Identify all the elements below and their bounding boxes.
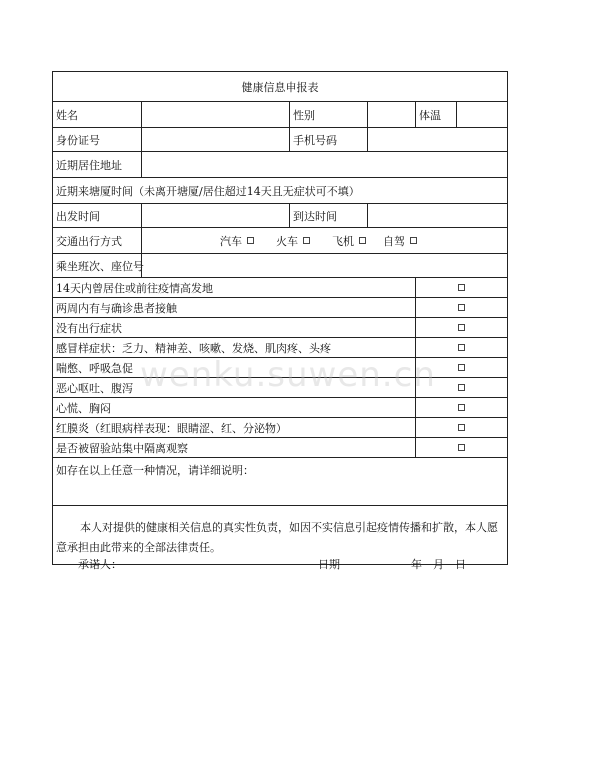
depart-time-label: 出发时间 bbox=[56, 209, 100, 223]
checklist-label: 两周内有与确诊患者接触 bbox=[56, 301, 177, 315]
transport-option-label: 火车 bbox=[276, 234, 298, 248]
arrival-header-label: 近期来塘厦时间（未离开塘厦/居住超过14天且无症状可不填） bbox=[56, 184, 360, 198]
transport-option-label: 汽车 bbox=[220, 234, 242, 248]
checkbox-icon[interactable] bbox=[458, 344, 465, 351]
checklist-row bbox=[53, 418, 507, 438]
date-label: 日期 bbox=[318, 558, 340, 571]
checklist-checkbox[interactable] bbox=[415, 338, 507, 357]
checklist-row bbox=[53, 358, 507, 378]
checkbox-icon[interactable] bbox=[410, 237, 417, 244]
checklist-row bbox=[53, 338, 507, 358]
checkbox-icon[interactable] bbox=[458, 384, 465, 391]
checklist-label: 红膜炎（红眼病样表现：眼睛涩、红、分泌物） bbox=[56, 421, 287, 435]
checklist-checkbox[interactable] bbox=[415, 398, 507, 417]
checkbox-icon[interactable] bbox=[458, 284, 465, 291]
checkbox-icon[interactable] bbox=[247, 237, 254, 244]
train-seat-input[interactable] bbox=[141, 254, 507, 277]
checkbox-icon[interactable] bbox=[458, 324, 465, 331]
row-transport bbox=[53, 228, 507, 254]
transport-option-train[interactable] bbox=[276, 228, 310, 253]
checkbox-icon[interactable] bbox=[458, 404, 465, 411]
form-title-row bbox=[53, 72, 507, 102]
checklist-label: 心慌、胸闷 bbox=[56, 401, 111, 415]
declaration-text: 本人对提供的健康相关信息的真实性负责，如因不实信息引起疫情传播和扩散，本人愿意承担由此带来的全部法律责任。 bbox=[56, 521, 498, 554]
checklist-row bbox=[53, 378, 507, 398]
health-declaration-form bbox=[52, 71, 508, 565]
checklist-label: 恶心呕吐、腹泻 bbox=[56, 381, 133, 395]
checkbox-icon[interactable] bbox=[458, 424, 465, 431]
checklist-checkbox[interactable] bbox=[415, 438, 507, 457]
checkbox-icon[interactable] bbox=[303, 237, 310, 244]
checkbox-icon[interactable] bbox=[359, 237, 366, 244]
checklist-checkbox[interactable] bbox=[415, 358, 507, 377]
address-label: 近期居住地址 bbox=[56, 158, 122, 172]
watermark: wenku.suwen.cn bbox=[140, 355, 436, 395]
checklist-row bbox=[53, 278, 507, 298]
date-ymd: 年 月 日 bbox=[411, 558, 466, 571]
checkbox-icon[interactable] bbox=[458, 364, 465, 371]
depart-time-input[interactable] bbox=[141, 204, 289, 227]
row-id bbox=[53, 128, 507, 152]
transport-option-plane[interactable] bbox=[332, 228, 366, 253]
checklist-checkbox[interactable] bbox=[415, 278, 507, 297]
row-address bbox=[53, 152, 507, 178]
row-train-seat bbox=[53, 254, 507, 278]
arrive-time-label: 到达时间 bbox=[289, 204, 367, 227]
transport-label: 交通出行方式 bbox=[56, 234, 122, 248]
transport-option-car[interactable] bbox=[220, 228, 254, 253]
transport-option-self-drive[interactable] bbox=[383, 228, 417, 253]
checklist-row bbox=[53, 438, 507, 458]
row-explanation[interactable] bbox=[53, 458, 507, 506]
transport-option-label: 飞机 bbox=[332, 234, 354, 248]
id-label: 身份证号 bbox=[56, 133, 100, 147]
checklist-label: 喘憋、呼吸急促 bbox=[56, 361, 133, 375]
checkbox-icon[interactable] bbox=[458, 444, 465, 451]
checkbox-icon[interactable] bbox=[458, 304, 465, 311]
checklist-label: 14天内曾居住或前往疫情高发地 bbox=[56, 281, 213, 295]
checklist-row bbox=[53, 318, 507, 338]
checklist-row bbox=[53, 298, 507, 318]
arrive-time-input[interactable] bbox=[367, 204, 507, 227]
name-input[interactable] bbox=[141, 102, 289, 127]
checklist-checkbox[interactable] bbox=[415, 418, 507, 437]
checklist-checkbox[interactable] bbox=[415, 298, 507, 317]
train-seat-label: 乘坐班次、座位号 bbox=[56, 259, 144, 273]
id-input[interactable] bbox=[141, 128, 289, 151]
checklist-label: 没有出行症状 bbox=[56, 321, 122, 335]
promiser-label: 承诺人： bbox=[78, 558, 122, 571]
name-label: 姓名 bbox=[56, 108, 78, 122]
explanation-prompt: 如存在以上任意一种情况，请详细说明： bbox=[56, 464, 254, 477]
checklist-checkbox[interactable] bbox=[415, 318, 507, 337]
temperature-label: 体温 bbox=[415, 102, 456, 127]
phone-input[interactable] bbox=[367, 128, 507, 151]
temperature-input[interactable] bbox=[456, 102, 507, 127]
row-name bbox=[53, 102, 507, 128]
transport-options bbox=[141, 228, 507, 253]
checklist-label: 感冒样症状：乏力、精神差、咳嗽、发烧、肌肉疼、头疼 bbox=[56, 341, 331, 355]
address-input[interactable] bbox=[141, 152, 507, 177]
form-title: 健康信息申报表 bbox=[241, 80, 319, 94]
row-times bbox=[53, 204, 507, 228]
row-arrival-header bbox=[53, 178, 507, 204]
phone-label: 手机号码 bbox=[289, 128, 367, 151]
checklist-row bbox=[53, 398, 507, 418]
gender-input[interactable] bbox=[367, 102, 415, 127]
checklist-checkbox[interactable] bbox=[415, 378, 507, 397]
checklist-label: 是否被留验站集中隔离观察 bbox=[56, 441, 188, 455]
transport-option-label: 自驾 bbox=[383, 234, 405, 248]
gender-label: 性别 bbox=[289, 102, 367, 127]
